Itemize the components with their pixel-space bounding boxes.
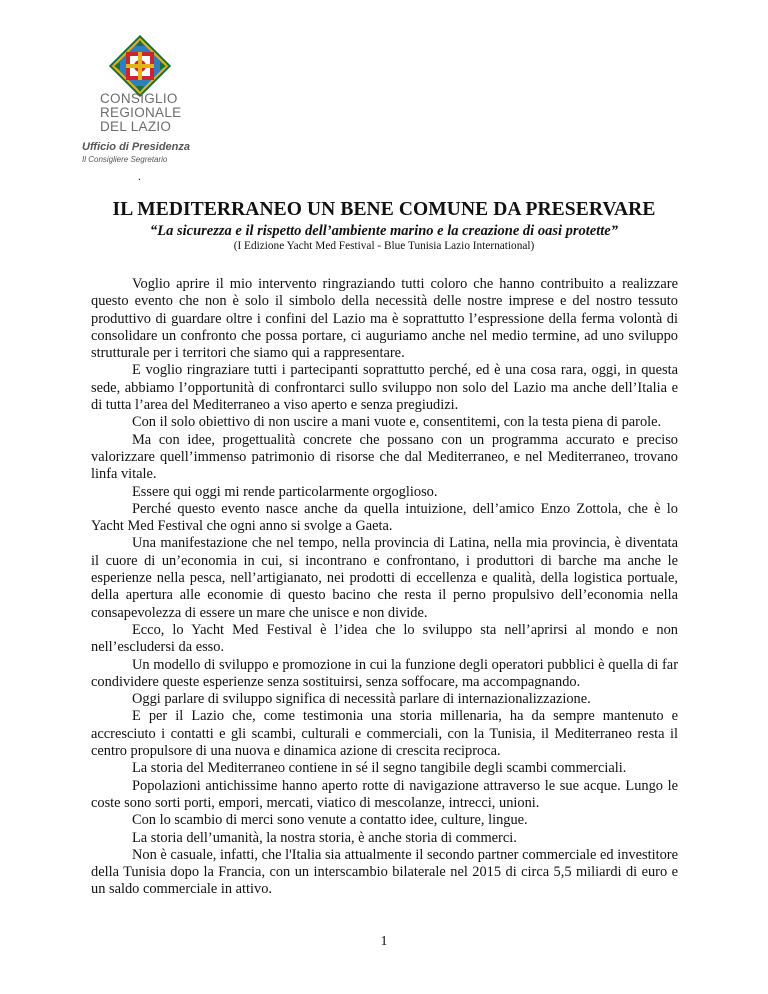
paragraph: Voglio aprire il mio intervento ringraziando tutti coloro che hanno contribuito a realizzare questo evento che non è solo il simbolo della necessità delle nostre imprese e del nostro tessuto produttivo di guardare oltre i confini del Lazio ma è soprattutto l’espressione della ferma volontà di consolidare un confronto che possa portare, ci auguriamo anche nel medio termine, ad uno sviluppo strutturale per i territori che siamo qui a rappresentare. <box>91 276 678 362</box>
paragraph: Con lo scambio di merci sono venute a contatto idee, culture, lingue. <box>132 812 528 829</box>
paragraph: Ma con idee, progettualità concrete che possano con un programma accurato e preciso valorizzare quell’immenso patrimonio di risorse che dal Mediterraneo, e nel Mediterraneo, trovano linfa vitale. <box>91 431 678 483</box>
paragraph: Essere qui oggi mi rende particolarmente orgoglioso. <box>132 483 438 500</box>
paragraph: Popolazioni antichissime hanno aperto rotte di navigazione attraverso le sue acque. Lungo le coste sono sorti porti, empori, mercati, viatico di mescolanze, intrecci, unioni. <box>91 777 678 811</box>
body-text <box>91 276 678 899</box>
paragraph: Ecco, lo Yacht Med Festival è l’idea che lo sviluppo sta nell’aprirsi al mondo e non nell’escludersi da esso. <box>91 621 678 656</box>
paragraph: Perché questo evento nasce anche da quella intuizione, dell’amico Enzo Zottola, che è lo Yacht Med Festival che ogni anno si svolge a Gaeta. <box>91 500 678 535</box>
regional-emblem-icon <box>108 34 172 98</box>
paragraph: E per il Lazio che, come testimonia una storia millenaria, ha da sempre mantenuto e accresciuto i contatti e gli scambi, culturali e commerciali, con la Tunisia, il Mediterraneo resta il centro propulsore di una nuova e dinamica azione di crescita reciproca. <box>91 708 678 760</box>
document-subtitle: “La sicurezza e il rispetto dell’ambiente marino e la creazione di oasi protette” <box>149 223 618 239</box>
paragraph: E voglio ringraziare tutti i partecipanti soprattutto perché, ed è una cosa rara, oggi, in questa sede, abbiamo l’opportunità di confrontarci sullo sviluppo non solo del Lazio ma anche dell’Italia e di tutta l’area del Mediterraneo a viso aperto e senza pregiudizi. <box>91 362 678 414</box>
paragraph: Non è casuale, infatti, che l'Italia sia attualmente il secondo partner commerciale ed investitore della Tunisia dopo la Francia, con un interscambio bilaterale nel 2015 di circa 5,5 miliardi di euro e un saldo commerciale in attivo. <box>91 846 678 898</box>
paragraph: La storia del Mediterraneo contiene in sé il segno tangibile degli scambi commerciali. <box>132 760 627 777</box>
page-number: 1 <box>380 934 388 949</box>
paragraph: Con il solo obiettivo di non uscire a mani vuote e, consentitemi, con la testa piena di parole. <box>132 414 662 431</box>
org-line: REGIONALE <box>100 105 182 120</box>
paragraph: La storia dell’umanità, la nostra storia, è anche storia di commerci. <box>132 829 517 846</box>
organization-name <box>100 92 181 134</box>
office-name: Ufficio di Presidenza <box>82 141 190 153</box>
paragraph: Oggi parlare di sviluppo significa di necessità parlare di internazionalizzazione. <box>132 691 591 708</box>
org-line: CONSIGLIO <box>100 91 178 106</box>
office-role: Il Consigliere Segretario <box>82 155 168 164</box>
org-line: DEL LAZIO <box>100 119 172 134</box>
paragraph: Una manifestazione che nel tempo, nella provincia di Latina, nella mia provincia, è diventata il cuore di un’economia in cui, si incontrano e confrontano, i produttori di barche ma anche le esperienze nella pesca, nell’artigianato, nei prodotti di eccellenza e qualità, della logistica portuale, della apertura alle economie di questo bacino che resta il perno propulsivo dell’economia nella consapevolezza di essere un mare che unisce e non divide. <box>91 535 678 621</box>
paragraph: Un modello di sviluppo e promozione in cui la funzione degli operatori pubblici è quella di far condividere queste esperienze senza sostituirsi, senza soffocare, ma accompagnando. <box>91 656 678 690</box>
edition-note: (I Edizione Yacht Med Festival - Blue Tunisia Lazio International) <box>233 240 535 252</box>
stray-mark: . <box>138 169 141 183</box>
document-title: IL MEDITERRANEO UN BENE COMUNE DA PRESERVARE <box>112 199 656 220</box>
